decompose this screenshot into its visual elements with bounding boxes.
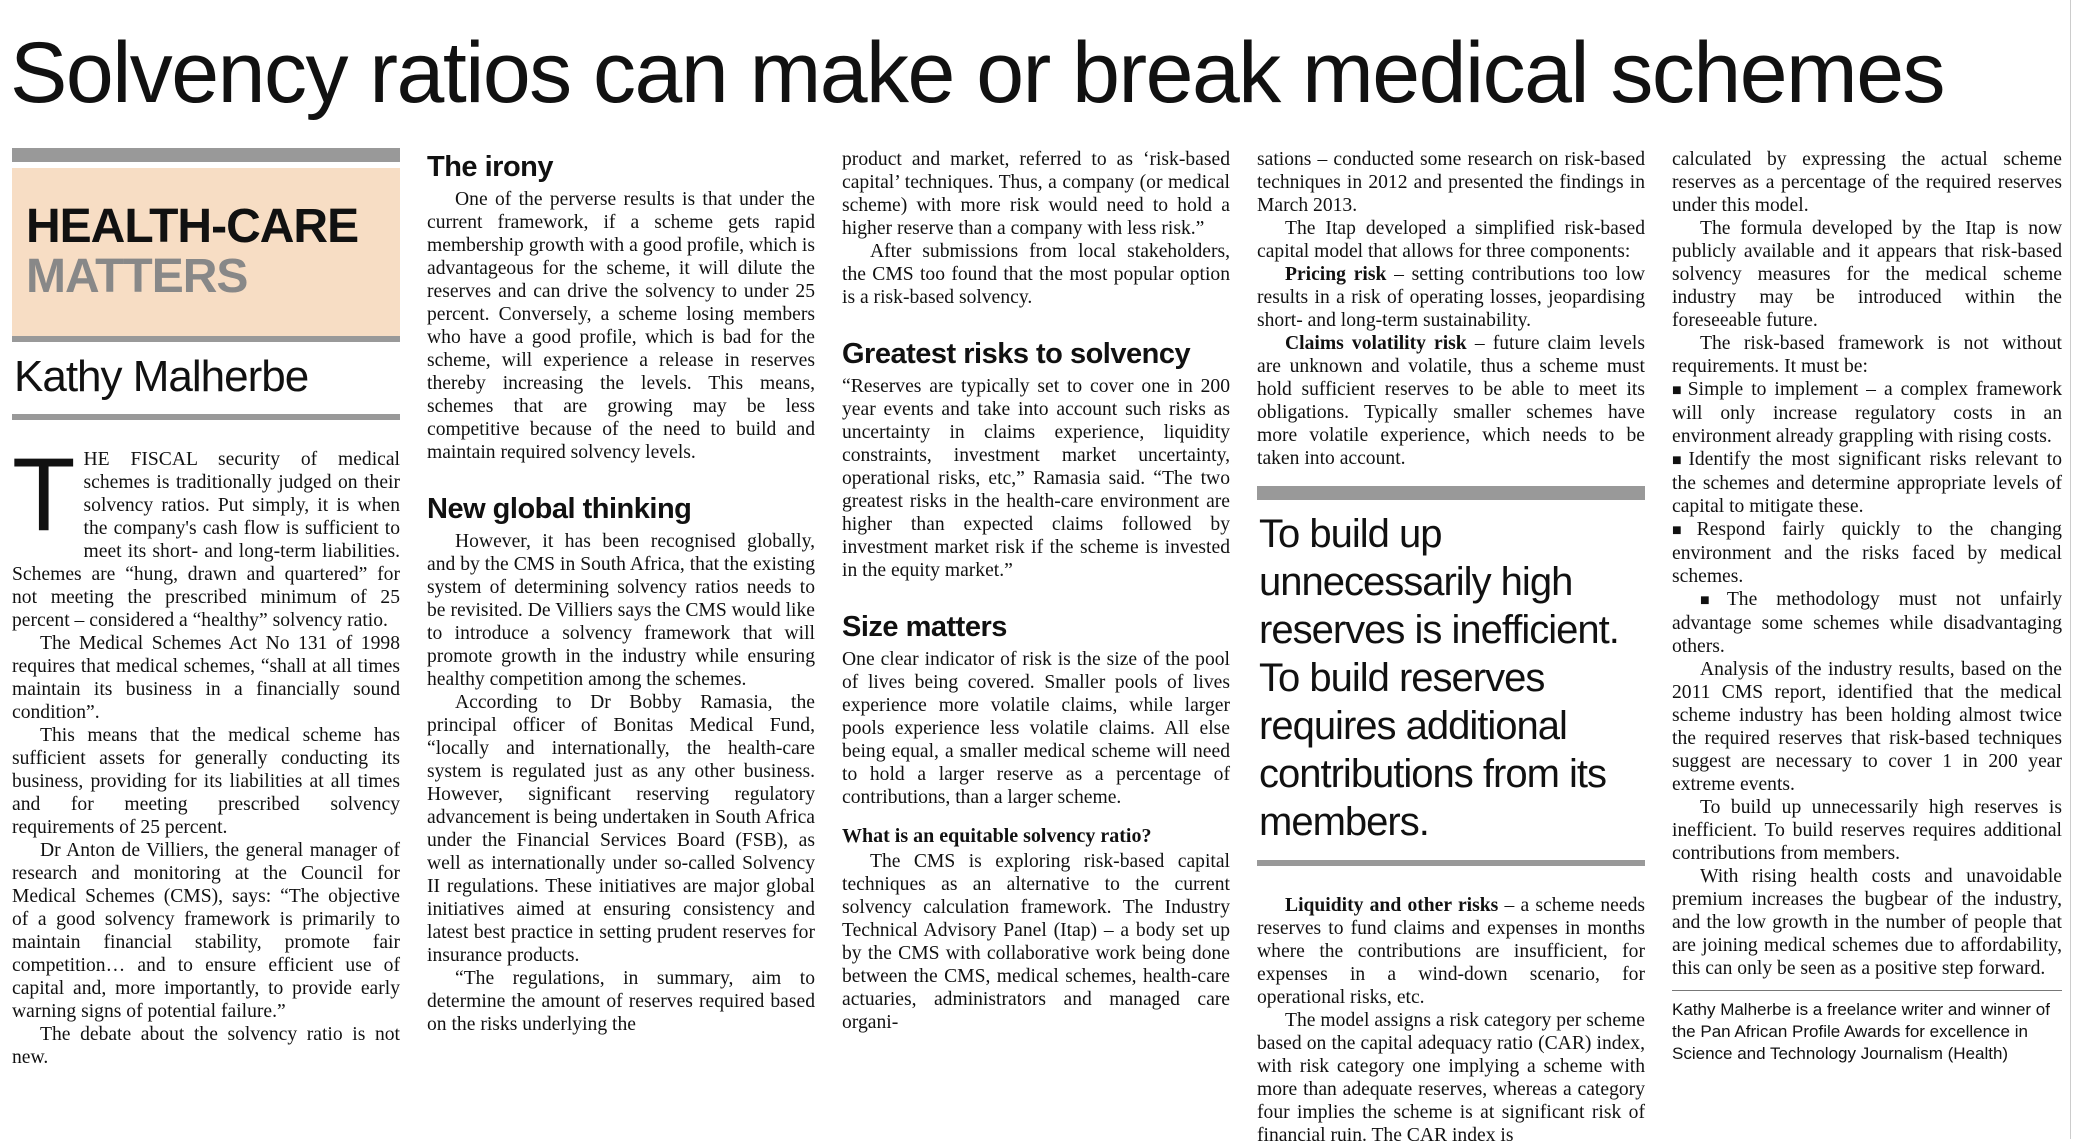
badge-line-2: MATTERS bbox=[26, 250, 248, 303]
intro-paragraph bbox=[12, 437, 400, 632]
term-liquidity-risk: Liquidity and other risks bbox=[1285, 895, 1499, 916]
term-text: – future claim levels are unknown and volatile, thus a scheme must hold sufficient reserves to be able to meet its obligations. Typically smaller schemes have more volatile experience, which needs to be taken into account. bbox=[1257, 333, 1645, 469]
subheading-global-thinking: New global thinking bbox=[427, 493, 692, 525]
pullquote-top-rule bbox=[1257, 486, 1645, 500]
column-badge bbox=[12, 168, 400, 336]
intro-text: HE FISCAL security of medical schemes is traditionally judged on their solvency ratios. Put simply, it is when the company's cash flow is sufficient to meet its short- and long-term liabilities. Schemes are “hung, drawn and quartered” for not meeting the prescribed minimum of 25 percent – considered a “healthy” solvency ratio. bbox=[12, 449, 400, 631]
paragraph: Dr Anton de Villiers, the general manager of research and monitoring at the Council for Medical Schemes (CMS), says: “The objective of a good solvency framework is primarily to maintain financial stability, promote fair competition… and to ensure efficient use of capital and, more importantly, to provide early warning signs of potential failure.” bbox=[12, 840, 400, 1022]
paragraph: To build up unnecessarily high reserves is inefficient. To build reserves requires additional contributions from members. bbox=[1672, 797, 2062, 864]
headline: Solvency ratios can make or break medical schemes bbox=[10, 25, 1945, 121]
page-edge-rule bbox=[2070, 0, 2071, 1139]
bullet-item: ■ Identify the most significant risks relevant to the schemes and determine appropriate levels of capital to mitigate these. bbox=[1672, 448, 2062, 518]
term-text: – setting contributions too low results in a risk of operating losses, jeopardising short- and long-term sustainability. bbox=[1257, 264, 1645, 331]
paragraph: After submissions from local stakeholders, the CMS too found that the most popular option is a risk-based solvency. bbox=[842, 241, 1230, 308]
paragraph: “Reserves are typically set to cover one in 200 year events and take into account such risks as uncertainty in claims experience, liquidity constraints, investment market uncertainty, operational risks, etc,” Ramasia said. “The two greatest risks in the health-care environment are higher than expected claims followed by investment market risk if the scheme is invested in the equity market.” bbox=[842, 376, 1230, 581]
paragraph: This means that the medical scheme has sufficient assets for generally conducting its business, providing for its liabilities at all times and for meeting prescribed solvency requirements of 25 percent. bbox=[12, 725, 400, 838]
paragraph: One of the perverse results is that under the current framework, if a scheme gets rapid membership growth with a good profile, which is advantageous for the scheme, it will dilute the reserves and can drive the solvency to under 25 percent. Conversely, a scheme losing members who have a good profile, which is bad for the scheme, will experience a release in reserves thereby increasing the levels. This means, schemes that are growing may be less competitive because of the need to build and maintain required solvency levels. bbox=[427, 189, 815, 463]
paragraph bbox=[1257, 894, 1645, 1009]
paragraph: The Itap developed a simplified risk-based capital model that allows for three components: bbox=[1257, 218, 1645, 262]
paragraph: One clear indicator of risk is the size of the pool of lives being covered. Smaller pools of lives experience more volatile claims, while larger pools experience less volatile claims. All else being equal, a smaller medical scheme will need to hold a larger reserve as a percentage of contributions, than a larger scheme. bbox=[842, 649, 1230, 808]
paragraph: “The regulations, in summary, aim to determine the amount of reserves required based on the risks underlying the bbox=[427, 968, 815, 1035]
column-5 bbox=[1672, 148, 2062, 1065]
paragraph: calculated by expressing the actual scheme reserves as a percentage of the required reserves under this model. bbox=[1672, 149, 2062, 216]
author-bio: Kathy Malherbe is a freelance writer and winner of the Pan African Profile Awards for excellence in Science and Technology Journalism (Health) bbox=[1672, 990, 2062, 1065]
term-pricing-risk: Pricing risk bbox=[1285, 264, 1387, 285]
subheading-irony: The irony bbox=[427, 151, 554, 183]
paragraph: The model assigns a risk category per scheme based on the capital adequacy ratio (CAR) index, with risk category one implying a scheme with more than adequate reserves, whereas a category four implies the scheme is at significant risk of financial ruin. The CAR index is bbox=[1257, 1010, 1645, 1146]
subheading-greatest-risks: Greatest risks to solvency bbox=[842, 338, 1191, 370]
paragraph: Analysis of the industry results, based on the 2011 CMS report, identified that the medical scheme industry has been holding almost twice the required reserves that risk-based techniques suggest are necessary to cover 1 in 200 year extreme events. bbox=[1672, 659, 2062, 795]
badge-line-1: HEALTH-CARE bbox=[26, 200, 359, 253]
subheading-equitable-ratio: What is an equitable solvency ratio? bbox=[842, 825, 1152, 847]
badge-top-rule bbox=[12, 148, 400, 162]
paragraph: The formula developed by the Itap is now publicly available and it appears that risk-based solvency measures for the medical scheme industry may be introduced within the foreseeable future. bbox=[1672, 218, 2062, 331]
paragraph: product and market, referred to as ‘risk-based capital’ techniques. Thus, a company (or medical scheme) with more risk would need to hold a higher reserve than a company with less risk.” bbox=[842, 149, 1230, 239]
paragraph: The risk-based framework is not without requirements. It must be: bbox=[1672, 333, 2062, 377]
subheading-size-matters: Size matters bbox=[842, 611, 1007, 643]
paragraph: The CMS is exploring risk-based capital techniques as an alternative to the current solvency calculation framework. The Industry Technical Advisory Panel (Itap) – a body set up by the CMS with collaborative work being done between the CMS, medical schemes, health-care actuaries, administrators and managed care organi- bbox=[842, 851, 1230, 1033]
paragraph: With rising health costs and unavoidable premium increases the bugbear of the industry, and the low growth in the number of people that are joining medical schemes due to affordability, this can only be seen as a positive step forward. bbox=[1672, 866, 2062, 979]
term-text: – a scheme needs reserves to fund claims and expenses in months where the contributions are insufficient, for expenses in a wind-down scenario, for operational risks, etc. bbox=[1257, 895, 1645, 1008]
paragraph: According to Dr Bobby Ramasia, the principal officer of Bonitas Medical Fund, “locally and internationally, the health-care system is regulated just as any other business. However, significant reserving regulatory advancement is being undertaken in South Africa under the Financial Services Board (FSB), as well as internationally under so-called Solvency II regulations. These initiatives are major global initiatives aimed at ensuring consistency and latest best practice in setting prudent reserves for insurance products. bbox=[427, 692, 815, 966]
column-3 bbox=[842, 148, 1230, 1034]
bullet-item: ■ Simple to implement – a complex framework will only increase regulatory costs in an environment already grappling with rising costs. bbox=[1672, 378, 2062, 448]
paragraph: However, it has been recognised globally, and by the CMS in South Africa, that the existing system of determining solvency ratios needs to be revisited. De Villiers says the CMS would like to introduce a solvency framework that will promote growth in the industry while ensuring healthy competition among the schemes. bbox=[427, 531, 815, 690]
paragraph: The Medical Schemes Act No 131 of 1998 requires that medical schemes, “shall at all times maintain its business in a financially sound condition”. bbox=[12, 633, 400, 723]
bullet-item: ■ The methodology must not unfairly advantage some schemes while disadvantaging others. bbox=[1672, 588, 2062, 658]
paragraph bbox=[1257, 263, 1645, 332]
paragraph: sations – conducted some research on risk-based techniques in 2012 and presented the findings in March 2013. bbox=[1257, 149, 1645, 216]
drop-cap: T bbox=[12, 437, 76, 553]
pull-quote: To build up unnecessarily high reserves is inefficient. To build reserves requires additional contributions from its members. bbox=[1259, 512, 1619, 844]
author-name: Kathy Malherbe bbox=[14, 352, 309, 401]
column-1 bbox=[12, 148, 400, 1069]
paragraph: The debate about the solvency ratio is not new. bbox=[12, 1024, 400, 1068]
term-claims-volatility: Claims volatility risk bbox=[1285, 333, 1467, 354]
column-4 bbox=[1257, 148, 1645, 1147]
bullet-item: ■ Respond fairly quickly to the changing environment and the risks faced by medical schemes. bbox=[1672, 518, 2062, 588]
column-2 bbox=[427, 150, 815, 1036]
paragraph bbox=[1257, 332, 1645, 470]
